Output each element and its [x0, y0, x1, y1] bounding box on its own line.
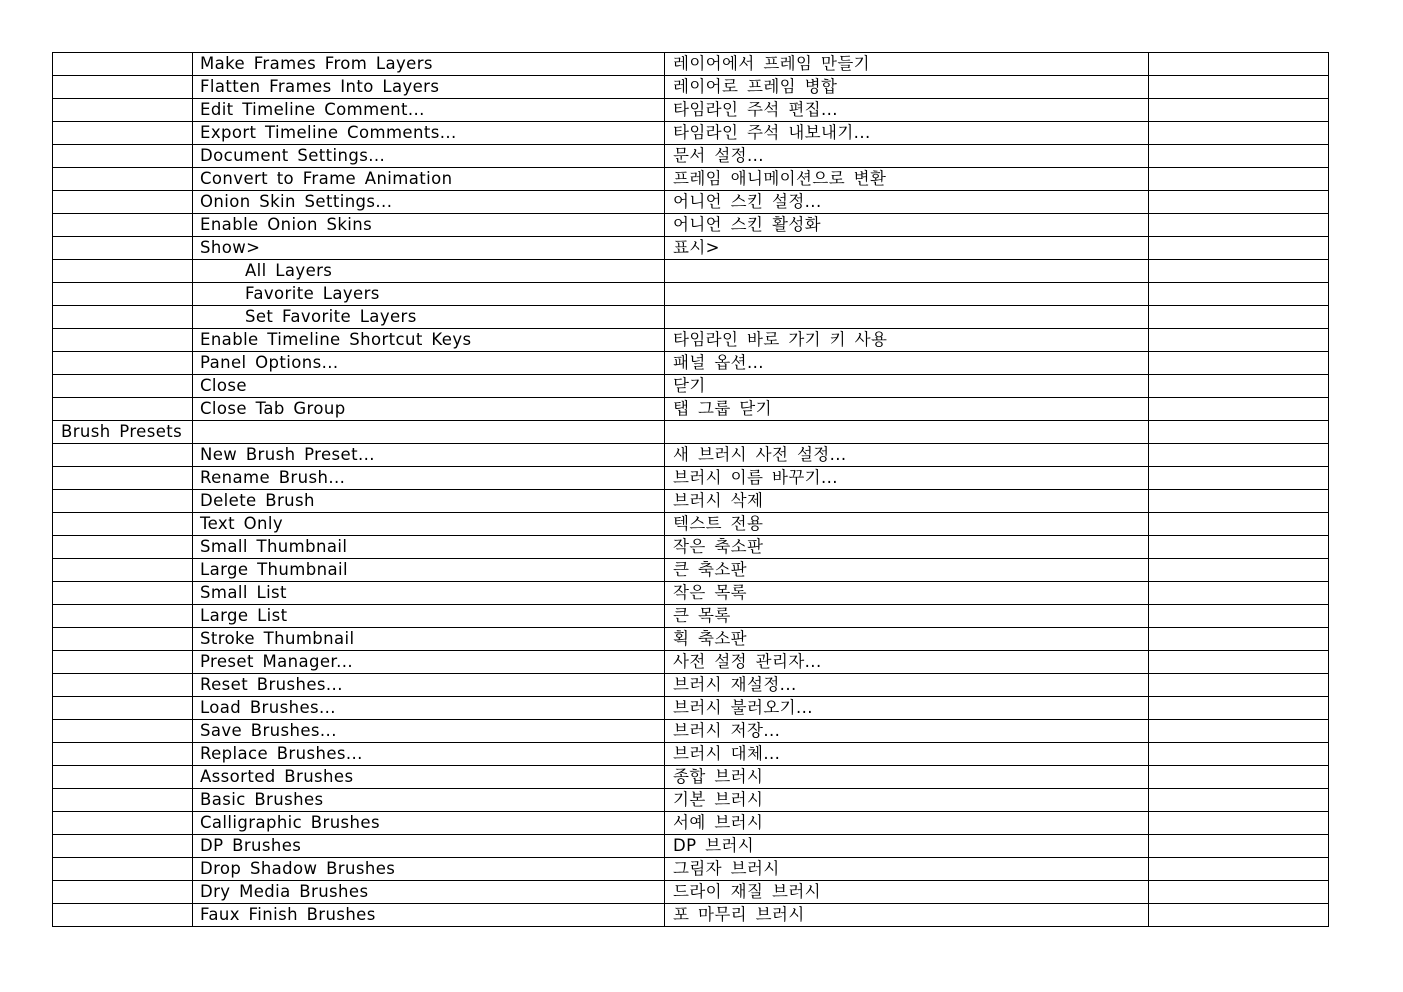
section-cell	[53, 467, 193, 490]
english-term-cell: Reset Brushes...	[193, 674, 665, 697]
korean-term-cell: 브러시 재설정...	[665, 674, 1149, 697]
korean-term-cell: 브러시 저장...	[665, 720, 1149, 743]
section-cell	[53, 582, 193, 605]
table-row	[53, 720, 1329, 743]
notes-cell	[1149, 398, 1329, 421]
korean-term-cell: 드라이 재질 브러시	[665, 881, 1149, 904]
section-cell	[53, 76, 193, 99]
table-row	[53, 490, 1329, 513]
korean-term-cell: 그림자 브러시	[665, 858, 1149, 881]
english-term-cell: Delete Brush	[193, 490, 665, 513]
english-term-cell: Drop Shadow Brushes	[193, 858, 665, 881]
section-cell	[53, 375, 193, 398]
section-cell	[53, 513, 193, 536]
english-term-cell: Text Only	[193, 513, 665, 536]
table-row	[53, 306, 1329, 329]
table-row	[53, 697, 1329, 720]
korean-term-cell: 큰 목록	[665, 605, 1149, 628]
english-term-cell: Save Brushes...	[193, 720, 665, 743]
english-term-cell: Edit Timeline Comment...	[193, 99, 665, 122]
notes-cell	[1149, 789, 1329, 812]
english-term-cell: Onion Skin Settings...	[193, 191, 665, 214]
english-term-cell: Panel Options...	[193, 352, 665, 375]
english-term-cell: Dry Media Brushes	[193, 881, 665, 904]
table-row	[53, 674, 1329, 697]
section-cell	[53, 237, 193, 260]
english-term-cell: Stroke Thumbnail	[193, 628, 665, 651]
table-row	[53, 145, 1329, 168]
korean-term-cell: 종합 브러시	[665, 766, 1149, 789]
table-row	[53, 191, 1329, 214]
notes-cell	[1149, 697, 1329, 720]
table-row	[53, 398, 1329, 421]
section-cell	[53, 352, 193, 375]
korean-term-cell	[665, 306, 1149, 329]
english-term-cell: Rename Brush...	[193, 467, 665, 490]
section-cell	[53, 490, 193, 513]
table-row	[53, 812, 1329, 835]
section-cell	[53, 191, 193, 214]
korean-term-cell	[665, 283, 1149, 306]
section-cell	[53, 559, 193, 582]
notes-cell	[1149, 168, 1329, 191]
korean-term-cell: 획 축소판	[665, 628, 1149, 651]
korean-term-cell	[665, 260, 1149, 283]
table-row	[53, 99, 1329, 122]
table-row	[53, 237, 1329, 260]
section-cell	[53, 697, 193, 720]
section-cell	[53, 835, 193, 858]
notes-cell	[1149, 375, 1329, 398]
notes-cell	[1149, 444, 1329, 467]
section-header-row	[53, 421, 1329, 444]
notes-cell	[1149, 260, 1329, 283]
korean-term-cell: 탭 그룹 닫기	[665, 398, 1149, 421]
section-cell	[53, 766, 193, 789]
english-term-cell: Replace Brushes...	[193, 743, 665, 766]
english-term-cell: Close Tab Group	[193, 398, 665, 421]
section-cell	[53, 858, 193, 881]
table-row	[53, 53, 1329, 76]
english-term-cell: Show>	[193, 237, 665, 260]
table-row	[53, 789, 1329, 812]
notes-cell	[1149, 352, 1329, 375]
notes-cell	[1149, 651, 1329, 674]
section-cell	[53, 214, 193, 237]
notes-cell	[1149, 99, 1329, 122]
section-cell	[53, 99, 193, 122]
korean-term-cell: 큰 축소판	[665, 559, 1149, 582]
english-term-cell: Document Settings...	[193, 145, 665, 168]
english-term-cell: All Layers	[193, 260, 665, 283]
notes-cell	[1149, 467, 1329, 490]
section-cell	[53, 605, 193, 628]
notes-cell	[1149, 743, 1329, 766]
section-cell	[53, 122, 193, 145]
korean-term-cell: 닫기	[665, 375, 1149, 398]
english-term-cell: DP Brushes	[193, 835, 665, 858]
english-term-cell: Make Frames From Layers	[193, 53, 665, 76]
notes-cell	[1149, 122, 1329, 145]
korean-term-cell: 타임라인 주석 내보내기...	[665, 122, 1149, 145]
section-cell	[53, 536, 193, 559]
english-term-cell: Load Brushes...	[193, 697, 665, 720]
table-row	[53, 467, 1329, 490]
section-cell	[53, 398, 193, 421]
notes-cell	[1149, 835, 1329, 858]
notes-cell	[1149, 283, 1329, 306]
english-term-cell: Basic Brushes	[193, 789, 665, 812]
table-row	[53, 651, 1329, 674]
table-row	[53, 260, 1329, 283]
table-row	[53, 766, 1329, 789]
section-cell	[53, 789, 193, 812]
table-row	[53, 582, 1329, 605]
notes-cell	[1149, 766, 1329, 789]
notes-cell	[1149, 674, 1329, 697]
english-term-cell	[193, 421, 665, 444]
english-term-cell: Assorted Brushes	[193, 766, 665, 789]
english-term-cell: Calligraphic Brushes	[193, 812, 665, 835]
section-cell	[53, 628, 193, 651]
english-term-cell: Small Thumbnail	[193, 536, 665, 559]
table-row	[53, 375, 1329, 398]
table-row	[53, 352, 1329, 375]
english-term-cell: Faux Finish Brushes	[193, 904, 665, 927]
korean-term-cell: 작은 목록	[665, 582, 1149, 605]
table-row	[53, 904, 1329, 927]
korean-term-cell: 프레임 애니메이션으로 변환	[665, 168, 1149, 191]
table-row	[53, 858, 1329, 881]
notes-cell	[1149, 53, 1329, 76]
english-term-cell: Enable Onion Skins	[193, 214, 665, 237]
notes-cell	[1149, 628, 1329, 651]
table-row	[53, 168, 1329, 191]
table-row	[53, 122, 1329, 145]
english-term-cell: Convert to Frame Animation	[193, 168, 665, 191]
table-row	[53, 513, 1329, 536]
korean-term-cell: 브러시 대체...	[665, 743, 1149, 766]
notes-cell	[1149, 536, 1329, 559]
korean-term-cell: 레이어에서 프레임 만들기	[665, 53, 1149, 76]
section-cell	[53, 674, 193, 697]
notes-cell	[1149, 421, 1329, 444]
notes-cell	[1149, 145, 1329, 168]
korean-term-cell: 포 마무리 브러시	[665, 904, 1149, 927]
section-cell	[53, 168, 193, 191]
section-cell	[53, 881, 193, 904]
section-cell: Brush Presets	[53, 421, 193, 444]
english-term-cell: Small List	[193, 582, 665, 605]
section-cell	[53, 651, 193, 674]
table-row	[53, 329, 1329, 352]
english-term-cell: Large List	[193, 605, 665, 628]
korean-term-cell: 텍스트 전용	[665, 513, 1149, 536]
section-cell	[53, 720, 193, 743]
table-row	[53, 76, 1329, 99]
korean-term-cell: 표시>	[665, 237, 1149, 260]
notes-cell	[1149, 513, 1329, 536]
notes-cell	[1149, 605, 1329, 628]
korean-term-cell: 작은 축소판	[665, 536, 1149, 559]
table-row	[53, 743, 1329, 766]
notes-cell	[1149, 306, 1329, 329]
korean-term-cell: 새 브러시 사전 설정...	[665, 444, 1149, 467]
section-cell	[53, 283, 193, 306]
korean-term-cell: 패널 옵션...	[665, 352, 1149, 375]
korean-term-cell: 문서 설정...	[665, 145, 1149, 168]
korean-term-cell: 브러시 삭제	[665, 490, 1149, 513]
table-row	[53, 444, 1329, 467]
table-row	[53, 881, 1329, 904]
section-cell	[53, 444, 193, 467]
english-term-cell: Close	[193, 375, 665, 398]
notes-cell	[1149, 329, 1329, 352]
english-term-cell: Preset Manager...	[193, 651, 665, 674]
table-row	[53, 628, 1329, 651]
notes-cell	[1149, 582, 1329, 605]
korean-term-cell: DP 브러시	[665, 835, 1149, 858]
notes-cell	[1149, 191, 1329, 214]
korean-term-cell: 브러시 불러오기...	[665, 697, 1149, 720]
korean-term-cell: 기본 브러시	[665, 789, 1149, 812]
english-term-cell: Favorite Layers	[193, 283, 665, 306]
notes-cell	[1149, 237, 1329, 260]
notes-cell	[1149, 720, 1329, 743]
english-term-cell: Flatten Frames Into Layers	[193, 76, 665, 99]
table-row	[53, 214, 1329, 237]
section-cell	[53, 904, 193, 927]
section-cell	[53, 145, 193, 168]
translation-table-body	[53, 53, 1329, 927]
notes-cell	[1149, 76, 1329, 99]
korean-term-cell: 사전 설정 관리자...	[665, 651, 1149, 674]
section-cell	[53, 743, 193, 766]
korean-term-cell: 서예 브러시	[665, 812, 1149, 835]
notes-cell	[1149, 858, 1329, 881]
korean-term-cell	[665, 421, 1149, 444]
notes-cell	[1149, 881, 1329, 904]
section-cell	[53, 812, 193, 835]
section-cell	[53, 260, 193, 283]
section-cell	[53, 306, 193, 329]
english-term-cell: Set Favorite Layers	[193, 306, 665, 329]
table-row	[53, 283, 1329, 306]
notes-cell	[1149, 214, 1329, 237]
korean-term-cell: 브러시 이름 바꾸기...	[665, 467, 1149, 490]
korean-term-cell: 레이어로 프레임 병합	[665, 76, 1149, 99]
translation-table	[52, 52, 1329, 927]
table-row	[53, 536, 1329, 559]
english-term-cell: Export Timeline Comments...	[193, 122, 665, 145]
korean-term-cell: 타임라인 주석 편집...	[665, 99, 1149, 122]
english-term-cell: Large Thumbnail	[193, 559, 665, 582]
korean-term-cell: 타임라인 바로 가기 키 사용	[665, 329, 1149, 352]
section-cell	[53, 329, 193, 352]
notes-cell	[1149, 490, 1329, 513]
table-row	[53, 559, 1329, 582]
section-cell	[53, 53, 193, 76]
notes-cell	[1149, 904, 1329, 927]
notes-cell	[1149, 812, 1329, 835]
korean-term-cell: 어니언 스킨 활성화	[665, 214, 1149, 237]
table-row	[53, 605, 1329, 628]
english-term-cell: Enable Timeline Shortcut Keys	[193, 329, 665, 352]
table-row	[53, 835, 1329, 858]
korean-term-cell: 어니언 스킨 설정...	[665, 191, 1149, 214]
english-term-cell: New Brush Preset...	[193, 444, 665, 467]
notes-cell	[1149, 559, 1329, 582]
